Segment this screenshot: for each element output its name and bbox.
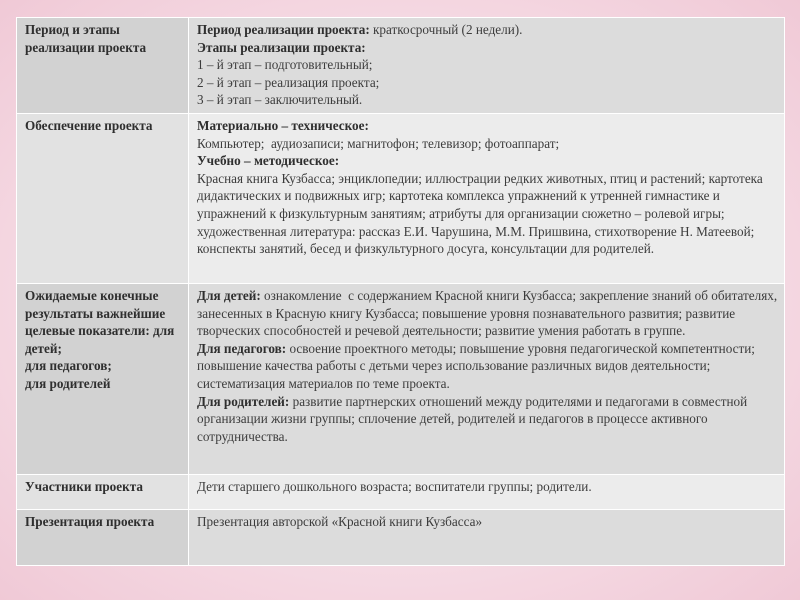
row-content — [189, 509, 785, 565]
content-text: Дети старшего дошкольного возраста; воспитатели группы; родители. — [197, 478, 592, 494]
row-label: Период и этапы реализации проекта — [17, 18, 189, 114]
content-line — [197, 56, 779, 74]
content-text: ознакомление с содержанием Красной книги Кузбасса; закрепление знаний об обитателях, занесенных в Красную книгу Кузбасса; повышение уровня познавательного развития; развитие творческих способностей и речевой деятельности; развитие умения работать в группе. — [197, 287, 781, 339]
content-heading: Для родителей: — [197, 393, 290, 409]
content-text: развитие партнерских отношений между родителями и педагогами в совместной организации жизни группы; сплочение детей, родителей и педагогов в процессе активного сотрудничества. — [197, 393, 751, 444]
content-text: 2 – й этап – реализация проекта; — [197, 74, 380, 90]
content-line — [197, 152, 779, 170]
content-line — [197, 135, 779, 153]
table-row — [17, 509, 785, 565]
content-line — [197, 39, 779, 57]
row-label: Участники проекта — [17, 474, 189, 509]
row-content — [189, 283, 785, 474]
content-line — [197, 170, 779, 258]
content-line — [197, 117, 779, 135]
content-heading: Этапы реализации проекта: — [197, 39, 366, 55]
content-line — [197, 340, 779, 393]
content-heading: Период реализации проекта: — [197, 22, 370, 37]
content-text: освоение проектного методы; повышение уровня педагогической компетентности; повышение качества работы с детьми через использование различных видов деятельности; систематизация материалов по теме проекта. — [197, 340, 759, 391]
row-content — [189, 474, 785, 509]
content-line — [197, 74, 779, 92]
content-text: краткосрочный (2 недели). — [369, 22, 523, 37]
content-heading: Для детей: — [197, 287, 261, 303]
content-heading: Учебно – методическое: — [197, 153, 340, 169]
table-row — [17, 18, 785, 114]
row-content — [189, 18, 785, 114]
content-line — [197, 478, 779, 496]
content-line — [197, 393, 779, 446]
content-text: Презентация авторской «Красной книги Кузбасса» — [197, 513, 483, 529]
table-row — [17, 113, 785, 283]
table-row — [17, 474, 785, 509]
row-label: Обеспечение проекта — [17, 113, 189, 283]
row-content — [189, 113, 785, 283]
content-line — [197, 21, 779, 39]
content-text: 3 – й этап – заключительный. — [197, 92, 363, 108]
content-heading: Материально – техническое: — [197, 117, 369, 133]
content-text: Компьютер; аудиозаписи; магнитофон; телевизор; фотоаппарат; — [197, 135, 560, 151]
content-text: 1 – й этап – подготовительный; — [197, 57, 373, 73]
project-table — [16, 17, 785, 566]
content-line — [197, 287, 779, 340]
table-row — [17, 283, 785, 474]
content-line — [197, 91, 779, 109]
row-label: Презентация проекта — [17, 509, 189, 565]
content-text: Красная книга Кузбасса; энциклопедии; иллюстрации редких животных, птиц и растений; картотека дидактических и подвижных игр; картотека комплекса упражнений к утренней гимнастике и упражнений к физкультурным занятиям; атрибуты для организации сюжетно – ролевой игры; художественная литература: рассказ Е.И. Чарушина, М.М. Пришвина, стихотворение Н. Матеевой; конспекты занятий, бесед и физкультурного досуга, консультации для родителей. — [197, 170, 767, 257]
content-heading: Для педагогов: — [197, 340, 287, 356]
row-label: Ожидаемые конечные результаты важнейшие целевые показатели: для детей; для педагогов; для родителей — [17, 283, 189, 474]
content-line — [197, 513, 779, 531]
